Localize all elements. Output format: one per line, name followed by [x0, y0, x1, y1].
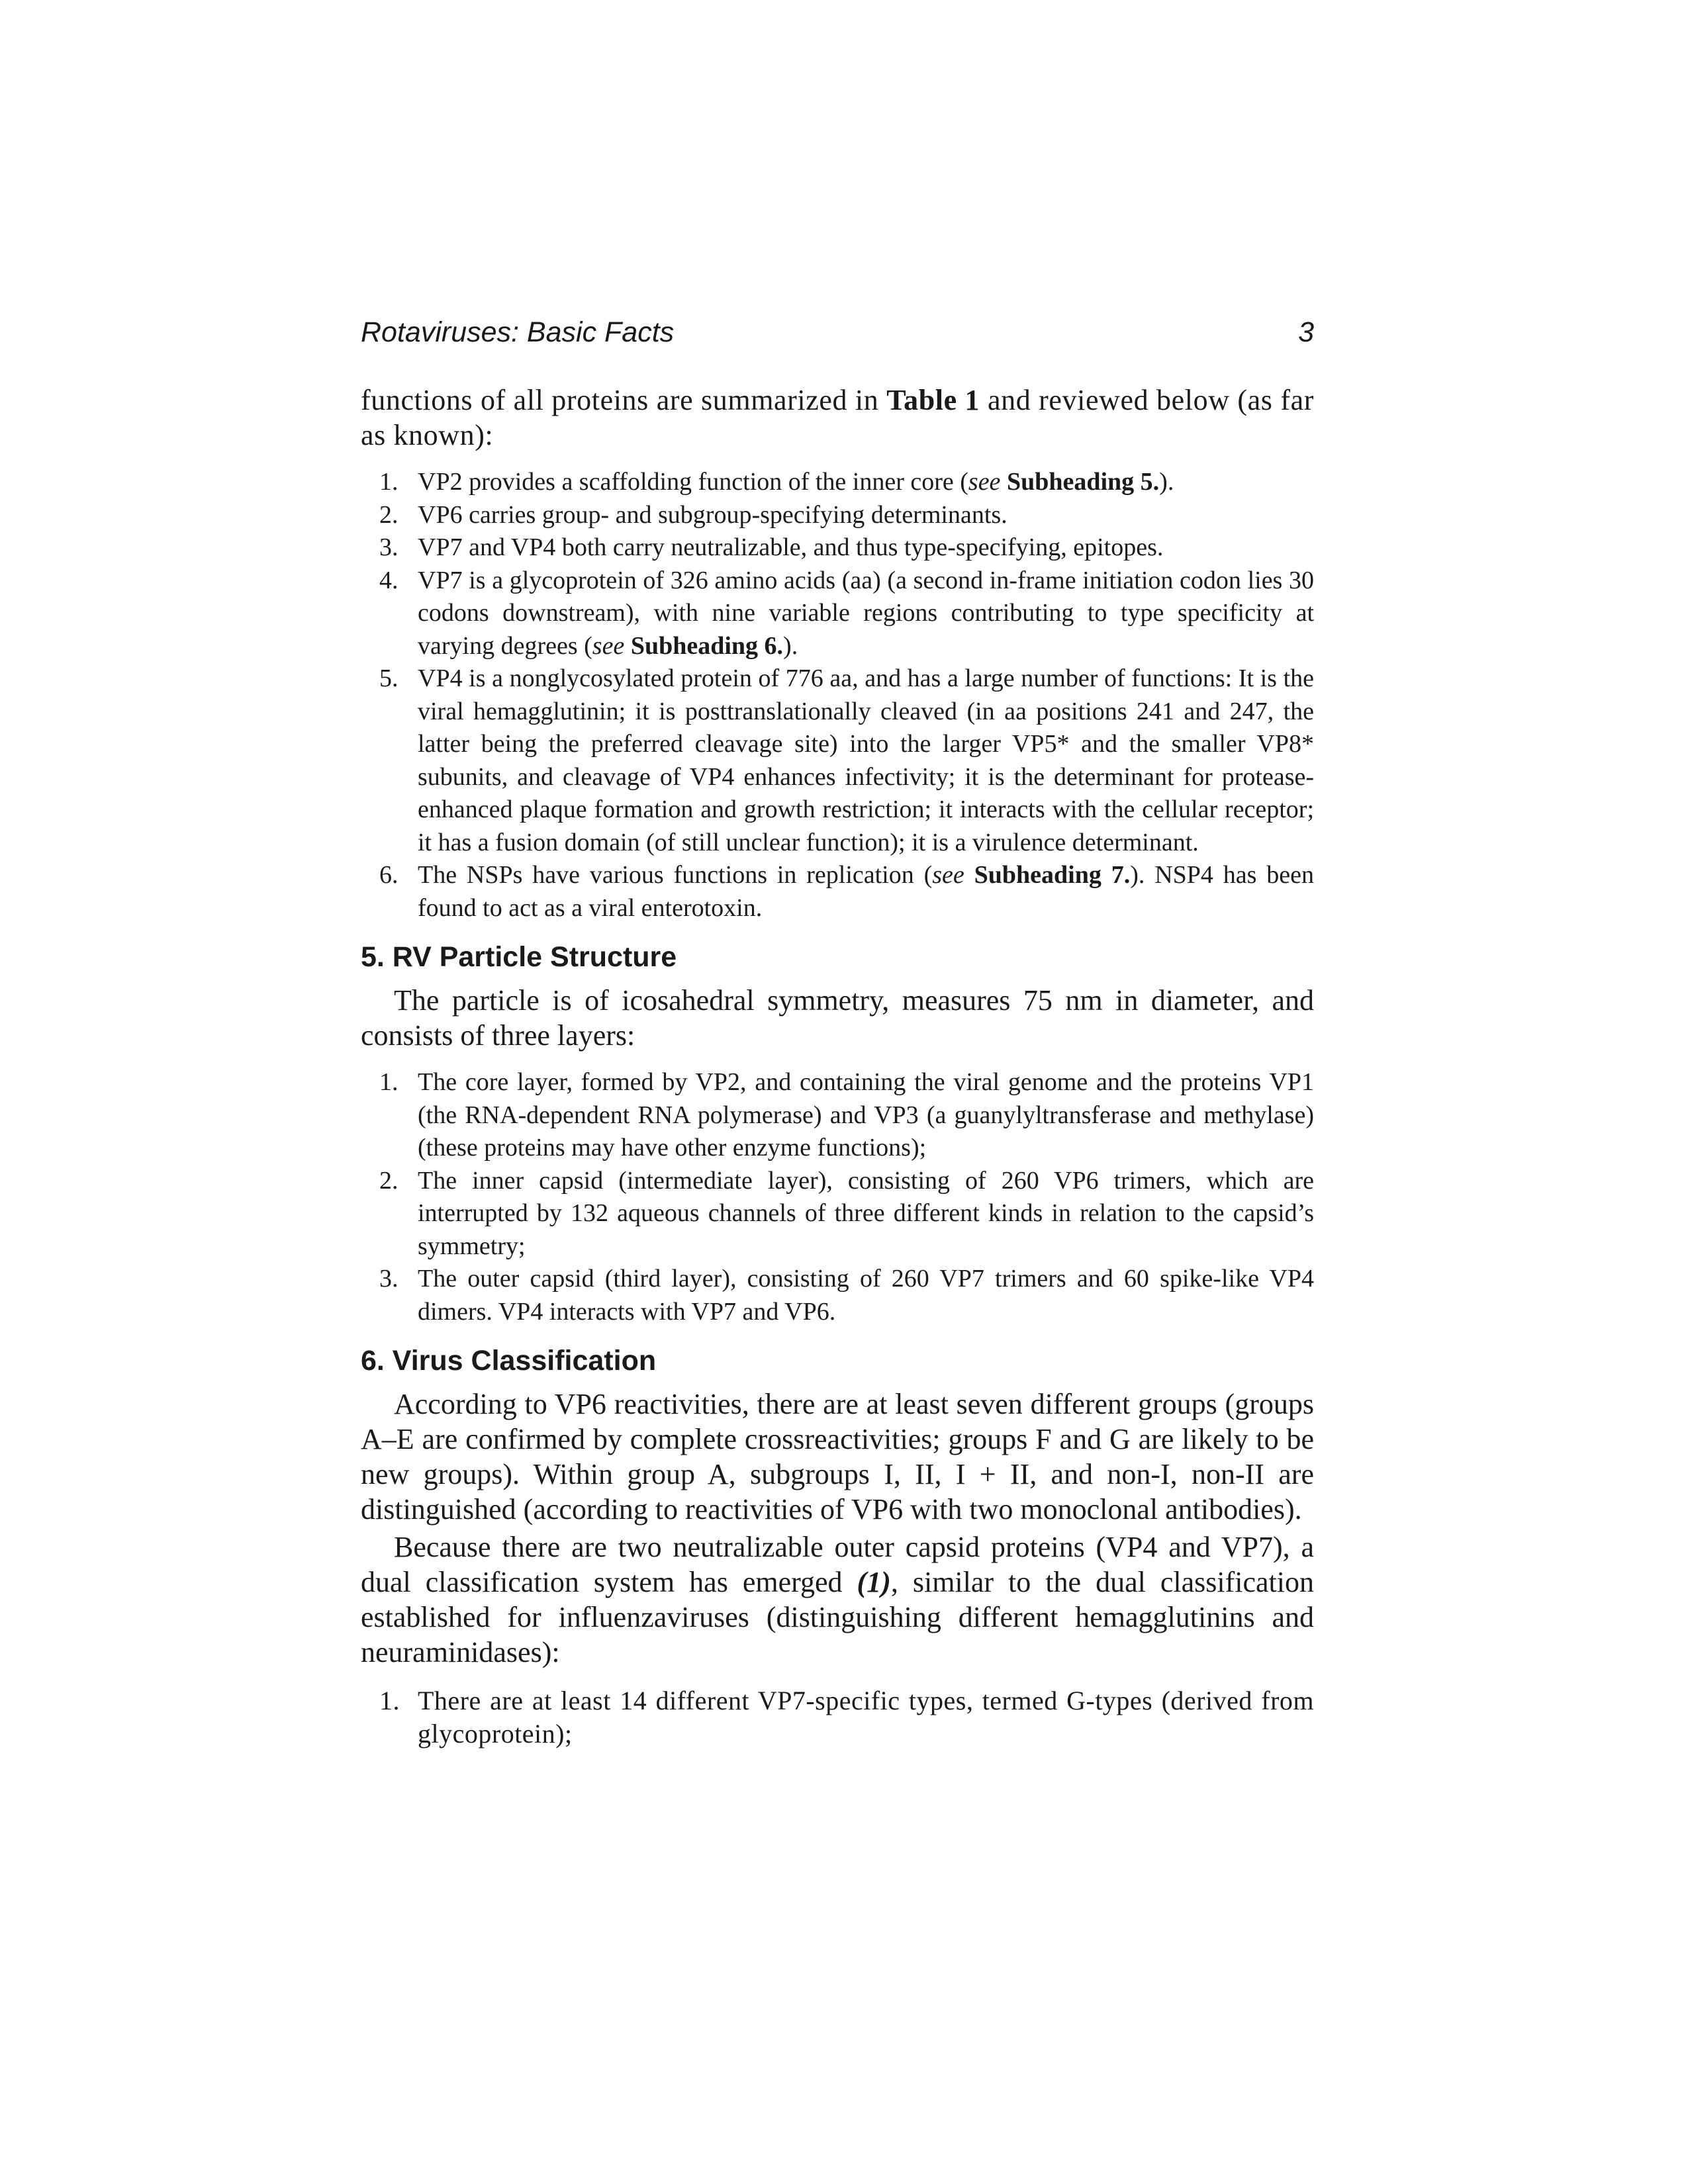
item-text: VP7 is a glycoprotein of 326 amino acids (aa) (a second in-frame initiation codon lies 30 codons downstream), with nine variable regions contributing to type specificity at varying degrees ( [418, 566, 1314, 660]
item-number: 3. [379, 533, 399, 561]
list-item [361, 1684, 1314, 1751]
protein-functions-list [361, 466, 1314, 925]
page-body [361, 383, 1314, 1751]
see-word: see [968, 468, 1001, 496]
list-item [361, 499, 1314, 532]
item-text: VP2 provides a scaffolding function of the inner core ( [418, 468, 968, 496]
paragraph-text-end: , similar to the dual classification established for influenzaviruses (distinguishing different hemagglutinins and neuraminidases): [361, 1566, 1314, 1668]
item-number: 1. [379, 1686, 400, 1715]
classification-types-list [361, 1684, 1314, 1751]
running-header [361, 316, 1314, 363]
item-text: The outer capsid (third layer), consisting of 260 VP7 trimers and 60 spike-like VP4 dimers. VP4 interacts with VP7 and VP6. [418, 1265, 1314, 1326]
running-title: Rotaviruses: Basic Facts [361, 316, 675, 348]
item-text-end: ). [1159, 468, 1174, 496]
list-item [361, 1066, 1314, 1165]
intro-paragraph [361, 383, 1314, 453]
section6-paragraph-1: According to VP6 reactivities, there are at least seven different groups (groups A–E are confirmed by complete crossreactivities; groups F and G are likely to be new groups). Within group A, subgroups I, II, I + II, and non-I, non-II are distinguished (according to reactivities of VP6 with two monoclonal antibodies). [361, 1388, 1314, 1525]
section-heading-virus-classification: 6. Virus Classification [361, 1345, 657, 1377]
list-item [361, 565, 1314, 663]
particle-layers-list [361, 1066, 1314, 1328]
citation-reference: (1) [857, 1566, 891, 1598]
subheading-reference: Subheading 5. [1000, 468, 1160, 496]
list-item [361, 859, 1314, 925]
list-item [361, 1263, 1314, 1328]
item-text: The core layer, formed by VP2, and containing the viral genome and the proteins VP1 (the RNA-dependent RNA polymerase) and VP3 (a guanylyltransferase and methylase) (these proteins may have other enzyme functions); [418, 1068, 1314, 1161]
subheading-reference: Subheading 7. [964, 861, 1131, 889]
intro-text: functions of all proteins are summarized in [361, 384, 887, 416]
item-text: There are at least 14 different VP7-specific types, termed G-types (derived from glycoprotein); [418, 1686, 1314, 1749]
item-text: The inner capsid (intermediate layer), consisting of 260 VP6 trimers, which are interrupted by 132 aqueous channels of three different kinds in relation to the capsid’s symmetry; [418, 1166, 1314, 1260]
section-heading-particle-structure: 5. RV Particle Structure [361, 941, 677, 973]
table-reference: Table 1 [886, 384, 980, 416]
item-number: 4. [379, 566, 399, 594]
section5-paragraph: The particle is of icosahedral symmetry, measures 75 nm in diameter, and consists of three layers: [361, 984, 1314, 1052]
item-number: 1. [379, 1068, 399, 1096]
item-number: 3. [379, 1265, 399, 1293]
item-number: 2. [379, 1166, 399, 1195]
see-word: see [592, 631, 625, 660]
intro-text-end: and reviewed below (as far as known): [361, 384, 1315, 451]
section6-paragraph-2 [361, 1529, 1314, 1670]
item-text: VP6 carries group- and subgroup-specifying determinants. [418, 500, 1008, 529]
page-number: 3 [1298, 316, 1314, 348]
item-text-end: ). NSP4 has been found to act as a viral enterotoxin. [418, 861, 1314, 922]
see-word: see [932, 861, 964, 889]
item-number: 6. [379, 861, 399, 889]
item-text: The NSPs have various functions in replication ( [418, 861, 933, 889]
list-item [361, 662, 1314, 859]
subheading-reference: Subheading 6. [624, 631, 784, 660]
item-number: 1. [379, 468, 399, 496]
item-text: VP7 and VP4 both carry neutralizable, and thus type-specifying, epitopes. [418, 533, 1164, 561]
list-item [361, 466, 1314, 499]
item-text-end: ). [783, 631, 798, 660]
list-item [361, 1165, 1314, 1263]
item-text: VP4 is a nonglycosylated protein of 776 aa, and has a large number of functions: It is the viral hemagglutinin; it is posttranslationally cleaved (in aa positions 241 and 247, the latter being the preferred cleavage site) into the larger VP5* and the smaller VP8* subunits, and cleavage of VP4 enhances infectivity; it is the determinant for protease-enhanced plaque formation and growth restriction; it interacts with the cellular receptor; it has a fusion domain (of still unclear function); it is a virulence determinant. [418, 664, 1314, 856]
list-item [361, 531, 1314, 565]
item-number: 2. [379, 500, 399, 529]
paragraph-text: Because there are two neutralizable outer capsid proteins (VP4 and VP7), a dual classification system has emerged [361, 1531, 1314, 1598]
item-number: 5. [379, 664, 399, 692]
